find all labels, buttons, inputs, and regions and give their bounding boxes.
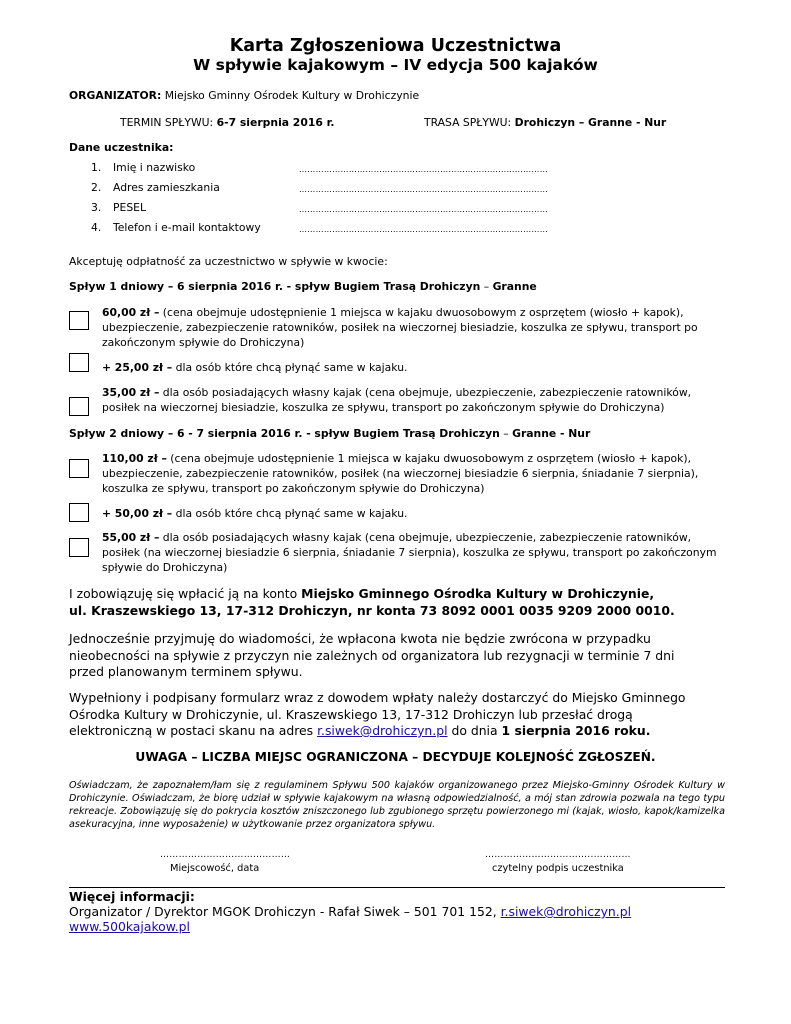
option-description: dla osób które chcą płynąć same w kajaku. <box>172 507 408 520</box>
option-price: 60,00 zł – <box>102 306 160 319</box>
payment-recipient: Miejsko Gminnego Ośrodka Kultury w Drohiczynie, <box>301 586 655 601</box>
term-label: TERMIN SPŁYWU: <box>120 116 214 129</box>
field-label-name: Imię i nazwisko <box>113 161 196 174</box>
refund-paragraph: Jednocześnie przyjmuję do wiadomości, że wpłacona kwota nie będzie zwrócona w przypadku nieobecności na spływie z przyczyn nie zależnych od organizatora lub rezygnacji w terminie 7 dni przed planowanym terminem spływu. <box>69 631 675 679</box>
trip2-option3-checkbox[interactable] <box>69 538 89 557</box>
participant-heading: Dane uczestnika: <box>69 141 174 154</box>
payment-intro: I zobowiązuję się wpłacić ją na konto <box>69 586 302 601</box>
contact-text: Organizator / Dyrektor MGOK Drohiczyn - Rafał Siwek – 501 701 152, <box>69 904 501 919</box>
delivery-paragraph <box>69 690 709 740</box>
organizer-label: ORGANIZATOR: <box>69 89 162 102</box>
trip1-option3-text <box>102 385 722 415</box>
payment-paragraph <box>69 586 709 619</box>
option-price: 35,00 zł – <box>102 386 160 399</box>
route-line <box>424 116 666 129</box>
trip2-option1-text <box>102 451 722 496</box>
delivery-text-2: do dnia <box>447 723 502 738</box>
delivery-email-link[interactable]: r.siwek@drohiczyn.pl <box>317 723 448 738</box>
page-subtitle: W spływie kajakowym – IV edycja 500 kajaków <box>193 56 598 74</box>
field-number: 3. <box>91 201 102 214</box>
field-input-contact[interactable]: ……………………………………………………………………………… <box>299 225 548 234</box>
trip2-option2-text <box>102 506 722 521</box>
field-label-address: Adres zamieszkania <box>113 181 220 194</box>
organizer-line <box>69 89 419 102</box>
delivery-text: Wypełniony i podpisany formularz wraz z dowodem wpłaty należy dostarczyć do Miejsko Gminnego Ośrodka Kultury w Drohiczynie, ul. Kraszewskiego 13, 17-312 Drohiczyn lub przesłać drogą elektroniczną w postaci skanu na adres <box>69 690 686 738</box>
signature-line[interactable]: ……………………………..………… <box>485 850 631 860</box>
field-input-name[interactable]: ……………………………………………………………………………… <box>299 165 548 174</box>
trip1-option3-checkbox[interactable] <box>69 397 89 416</box>
trip2-heading-dash: – <box>499 427 513 440</box>
field-label-contact: Telefon i e-mail kontaktowy <box>113 221 261 234</box>
option-description: (cena obejmuje udostępnienie 1 miejsca w kajaku dwuosobowym z osprzętem (wiosło + kapok), ubezpieczenie, zabezpieczenie ratowników, posiłek (na wieczornej biesiadzie 6 sierpnia, śniadanie 7 sierpnia), koszulka ze spływu, transport po zakończonym spływie do Drohiczyna) <box>102 452 699 495</box>
delivery-deadline: 1 sierpnia 2016 roku. <box>501 723 651 738</box>
option-price: 110,00 zł – <box>102 452 167 465</box>
place-date-line[interactable]: …………………………………… <box>160 850 291 860</box>
warning-notice: UWAGA – LICZBA MIEJSC OGRANICZONA – DECYDUJE KOLEJNOŚĆ ZGŁOSZEŃ. <box>135 750 656 764</box>
field-number: 1. <box>91 161 102 174</box>
term-value: 6-7 sierpnia 2016 r. <box>216 116 335 129</box>
option-price: + 25,00 zł – <box>102 361 173 374</box>
place-date-label: Miejscowość, data <box>170 863 260 874</box>
trip1-heading <box>69 280 537 293</box>
option-description: dla osób które chcą płynąć same w kajaku. <box>172 361 408 374</box>
route-value: Drohiczyn – Granne - Nur <box>514 116 667 129</box>
option-price: + 50,00 zł – <box>102 507 173 520</box>
option-description: (cena obejmuje udostępnienie 1 miejsca w kajaku dwuosobowym z osprzętem (wiosło + kapok), ubezpieczenie, zabezpieczenie ratowników, posiłek na wieczornej biesiadzie, koszulka ze spływu, transport po zakończonym spływie do Drohiczyna) <box>102 306 698 349</box>
route-label: TRASA SPŁYWU: <box>424 116 512 129</box>
declaration-text: Oświadczam, że zapoznałem/łam się z regulaminem Spływu 500 kajaków organizowanego przez Miejsko-Gminny Ośrodek Kultury w Drohiczynie. Oświadczam, że biorę udział w spływie kajakowym na własną odpowiedzialność, a mój stan zdrowia pozwala na tego typu rekreacje. Zobowiązuję się do pokrycia kosztów zniszczonego lub zgubionego sprzętu powierzonego mi (kajak, wiosło, kapok/kamizelka asekuracyjna, inne wyposażenie) w użytkowanie przez organizatora spływu. <box>69 780 725 830</box>
trip1-option1-text <box>102 305 722 350</box>
trip1-option2-text <box>102 360 722 375</box>
contact-line <box>69 904 631 919</box>
payment-account: ul. Kraszewskiego 13, 17-312 Drohiczyn, nr konta 73 8092 0001 0035 9209 2000 0010. <box>69 602 675 618</box>
more-info-heading: Więcej informacji: <box>69 889 195 904</box>
trip2-option2-checkbox[interactable] <box>69 503 89 522</box>
field-number: 4. <box>91 221 102 234</box>
page-title: Karta Zgłoszeniowa Uczestnictwa <box>229 36 562 56</box>
field-number: 2. <box>91 181 102 194</box>
accept-text: Akceptuję odpłatność za uczestnictwo w spływie w kwocie: <box>69 255 388 268</box>
website-link[interactable]: www.500kajakow.pl <box>69 919 190 934</box>
option-price: 55,00 zł – <box>102 531 160 544</box>
trip1-heading-end: Granne <box>492 280 537 293</box>
trip1-option2-checkbox[interactable] <box>69 353 89 372</box>
trip1-heading-dash: – <box>480 280 493 293</box>
trip1-heading-main: Spływ 1 dniowy – 6 sierpnia 2016 r. - spływ Bugiem Trasą Drohiczyn <box>69 280 481 293</box>
field-input-address[interactable]: ……………………………………………………………………………… <box>299 185 548 194</box>
trip2-heading <box>69 427 590 440</box>
option-description: dla osób posiadających własny kajak (cena obejmuje, ubezpieczenie, zabezpieczenie ratowników, posiłek na wieczornej biesiadzie, koszulka ze spływu, transport po zakończonym spływie do Drohiczyna) <box>102 386 692 414</box>
trip1-option1-checkbox[interactable] <box>69 311 89 330</box>
trip2-heading-main: Spływ 2 dniowy – 6 - 7 sierpnia 2016 r. - spływ Bugiem Trasą Drohiczyn <box>69 427 500 440</box>
contact-email-link[interactable]: r.siwek@drohiczyn.pl <box>500 904 632 919</box>
option-description: dla osób posiadających własny kajak (cena obejmuje, ubezpieczenie, zabezpieczenie ratowników, posiłek (na wieczornej biesiadzie 6 sierpnia, śniadanie 7 sierpnia), koszulka ze spływu, transport po zakończonym spływie do Drohiczyna) <box>102 531 717 574</box>
field-label-pesel: PESEL <box>113 201 147 214</box>
trip2-heading-end: Granne - Nur <box>512 427 591 440</box>
field-input-pesel[interactable]: ……………………………………………………………………………… <box>299 205 548 214</box>
trip2-option1-checkbox[interactable] <box>69 459 89 478</box>
term-line <box>120 116 335 129</box>
organizer-value: Miejsko Gminny Ośrodek Kultury w Drohiczynie <box>164 89 420 102</box>
divider <box>69 887 725 888</box>
trip2-option3-text <box>102 530 722 575</box>
signature-label: czytelny podpis uczestnika <box>492 863 624 874</box>
